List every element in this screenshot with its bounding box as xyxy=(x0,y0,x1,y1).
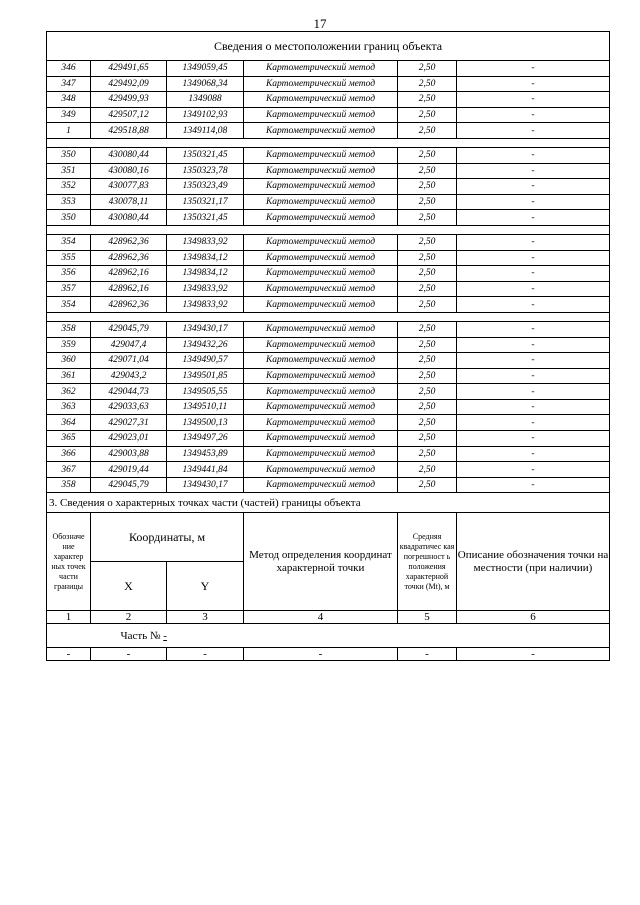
table-row xyxy=(47,297,610,313)
description-cell: - xyxy=(457,147,610,163)
method-cell: Картометрический метод xyxy=(244,210,398,226)
point-id-cell: 364 xyxy=(47,415,91,431)
method-cell: Картометрический метод xyxy=(244,462,398,478)
empty-cell: - xyxy=(91,648,167,661)
coord-x-cell: 428962,36 xyxy=(91,250,167,266)
description-cell: - xyxy=(457,368,610,384)
point-id-cell: 358 xyxy=(47,477,91,493)
coord-y-cell: 1349490,57 xyxy=(167,353,244,369)
description-cell: - xyxy=(457,384,610,400)
table-row xyxy=(47,123,610,139)
error-cell: 2,50 xyxy=(398,353,457,369)
method-cell: Картометрический метод xyxy=(244,92,398,108)
description-cell: - xyxy=(457,321,610,337)
description-cell: - xyxy=(457,281,610,297)
coord-x-cell: 429518,88 xyxy=(91,123,167,139)
point-id-cell: 366 xyxy=(47,446,91,462)
error-cell: 2,50 xyxy=(398,337,457,353)
separator-cell xyxy=(47,225,610,234)
table-row xyxy=(47,384,610,400)
error-cell: 2,50 xyxy=(398,250,457,266)
coord-y-cell: 1349497,26 xyxy=(167,431,244,447)
coordinates-sheet xyxy=(46,31,609,661)
table-row xyxy=(47,431,610,447)
coord-y-cell: 1349430,17 xyxy=(167,321,244,337)
table-row xyxy=(47,353,610,369)
method-cell: Картометрический метод xyxy=(244,384,398,400)
coord-x-cell: 429047,4 xyxy=(91,337,167,353)
part-row xyxy=(91,624,610,648)
coord-y-cell: 1349834,12 xyxy=(167,250,244,266)
error-cell: 2,50 xyxy=(398,194,457,210)
coord-y-cell: 1349088 xyxy=(167,92,244,108)
table-row xyxy=(47,147,610,163)
error-cell: 2,50 xyxy=(398,446,457,462)
description-cell: - xyxy=(457,123,610,139)
point-id-cell: 363 xyxy=(47,399,91,415)
description-cell: - xyxy=(457,431,610,447)
coord-y-cell: 1350321,45 xyxy=(167,210,244,226)
error-cell: 2,50 xyxy=(398,76,457,92)
coord-y-cell: 1349833,92 xyxy=(167,281,244,297)
coord-x-cell: 429045,79 xyxy=(91,321,167,337)
point-id-cell: 347 xyxy=(47,76,91,92)
error-cell: 2,50 xyxy=(398,431,457,447)
section-title: Сведения о местоположении границ объекта xyxy=(47,32,610,61)
method-cell: Картометрический метод xyxy=(244,123,398,139)
table-row xyxy=(47,446,610,462)
coord-x-cell: 429507,12 xyxy=(91,107,167,123)
table-row xyxy=(47,76,610,92)
point-id-cell: 348 xyxy=(47,92,91,108)
empty-cell: - xyxy=(244,648,398,661)
error-cell: 2,50 xyxy=(398,61,457,77)
col-number: 3 xyxy=(167,611,244,624)
col-number: 5 xyxy=(398,611,457,624)
table-row xyxy=(47,337,610,353)
description-cell: - xyxy=(457,76,610,92)
table-row xyxy=(47,61,610,77)
point-id-cell: 354 xyxy=(47,297,91,313)
error-cell: 2,50 xyxy=(398,210,457,226)
point-id-cell: 346 xyxy=(47,61,91,77)
error-cell: 2,50 xyxy=(398,92,457,108)
col-point-header: Обозначе ние характер ных точек части границы xyxy=(47,513,91,611)
method-cell: Картометрический метод xyxy=(244,266,398,282)
method-cell: Картометрический метод xyxy=(244,194,398,210)
table-row xyxy=(47,250,610,266)
coord-x-cell: 430080,16 xyxy=(91,163,167,179)
table-row xyxy=(47,368,610,384)
method-cell: Картометрический метод xyxy=(244,179,398,195)
empty-cell: - xyxy=(398,648,457,661)
method-cell: Картометрический метод xyxy=(244,281,398,297)
description-cell: - xyxy=(457,477,610,493)
coord-x-cell: 429033,63 xyxy=(91,399,167,415)
point-id-cell: 353 xyxy=(47,194,91,210)
table-row xyxy=(47,210,610,226)
coord-y-cell: 1349505,55 xyxy=(167,384,244,400)
coord-x-cell: 429045,79 xyxy=(91,477,167,493)
method-cell: Картометрический метод xyxy=(244,147,398,163)
part-label: Часть № xyxy=(120,629,161,642)
error-cell: 2,50 xyxy=(398,368,457,384)
col-number: 2 xyxy=(91,611,167,624)
point-id-cell: 350 xyxy=(47,210,91,226)
point-id-cell: 362 xyxy=(47,384,91,400)
coord-x-cell: 429027,31 xyxy=(91,415,167,431)
section3-title: 3. Сведения о характерных точках части (частей) границы объекта xyxy=(47,493,610,513)
table-row xyxy=(47,281,610,297)
table-row xyxy=(47,399,610,415)
coord-y-cell: 1349114,08 xyxy=(167,123,244,139)
table-row xyxy=(47,462,610,478)
error-cell: 2,50 xyxy=(398,179,457,195)
separator-cell xyxy=(47,138,610,147)
coord-y-cell: 1349432,26 xyxy=(167,337,244,353)
description-cell: - xyxy=(457,266,610,282)
coord-x-cell: 429499,93 xyxy=(91,92,167,108)
coord-y-cell: 1349068,34 xyxy=(167,76,244,92)
description-cell: - xyxy=(457,179,610,195)
coord-x-cell: 428962,16 xyxy=(91,266,167,282)
method-cell: Картометрический метод xyxy=(244,477,398,493)
point-id-cell: 354 xyxy=(47,234,91,250)
coord-x-cell: 429044,73 xyxy=(91,384,167,400)
coord-x-cell: 429492,09 xyxy=(91,76,167,92)
error-cell: 2,50 xyxy=(398,462,457,478)
error-header: Средняя квадратичес кая погрешност ь положения характерной точки (Mt), м xyxy=(398,513,457,611)
method-cell: Картометрический метод xyxy=(244,107,398,123)
table-row xyxy=(47,234,610,250)
coord-y-cell: 1350323,49 xyxy=(167,179,244,195)
point-id-cell: 352 xyxy=(47,179,91,195)
method-cell: Картометрический метод xyxy=(244,415,398,431)
description-cell: - xyxy=(457,234,610,250)
coord-y-cell: 1349059,45 xyxy=(167,61,244,77)
coord-x-cell: 429003,88 xyxy=(91,446,167,462)
empty-cell: - xyxy=(47,648,91,661)
coord-x-cell: 430078,11 xyxy=(91,194,167,210)
method-cell: Картометрический метод xyxy=(244,250,398,266)
method-cell: Картометрический метод xyxy=(244,163,398,179)
point-id-cell: 365 xyxy=(47,431,91,447)
coord-y-cell: 1350323,78 xyxy=(167,163,244,179)
coord-y-cell: 1350321,45 xyxy=(167,147,244,163)
error-cell: 2,50 xyxy=(398,281,457,297)
error-cell: 2,50 xyxy=(398,477,457,493)
coord-y-cell: 1349102,93 xyxy=(167,107,244,123)
group-separator xyxy=(47,225,610,234)
point-id-cell: 357 xyxy=(47,281,91,297)
point-id-cell: 1 xyxy=(47,123,91,139)
group-separator xyxy=(47,312,610,321)
coord-y-cell: 1349833,92 xyxy=(167,297,244,313)
description-cell: - xyxy=(457,446,610,462)
error-cell: 2,50 xyxy=(398,123,457,139)
coord-y-cell: 1349510,11 xyxy=(167,399,244,415)
table-row xyxy=(47,107,610,123)
point-id-cell: 360 xyxy=(47,353,91,369)
empty-cell: - xyxy=(457,648,610,661)
boundary-table xyxy=(46,31,610,661)
description-cell: - xyxy=(457,353,610,369)
empty-cell: - xyxy=(167,648,244,661)
col-number: 4 xyxy=(244,611,398,624)
method-cell: Картометрический метод xyxy=(244,234,398,250)
table-row xyxy=(47,321,610,337)
coord-x-cell: 428962,36 xyxy=(91,297,167,313)
point-id-cell: 349 xyxy=(47,107,91,123)
table-row xyxy=(47,179,610,195)
col-number: 1 xyxy=(47,611,91,624)
point-id-cell: 361 xyxy=(47,368,91,384)
coord-y-cell: 1349833,92 xyxy=(167,234,244,250)
error-cell: 2,50 xyxy=(398,321,457,337)
table-row xyxy=(47,163,610,179)
method-header: Метод определения координат характерной точки xyxy=(244,513,398,611)
table-row xyxy=(47,266,610,282)
table-row xyxy=(47,92,610,108)
error-cell: 2,50 xyxy=(398,163,457,179)
method-cell: Картометрический метод xyxy=(244,321,398,337)
coord-x-cell: 428962,36 xyxy=(91,234,167,250)
page-number: 17 xyxy=(313,16,327,31)
error-cell: 2,50 xyxy=(398,297,457,313)
method-cell: Картометрический метод xyxy=(244,61,398,77)
method-cell: Картометрический метод xyxy=(244,399,398,415)
point-id-cell: 351 xyxy=(47,163,91,179)
coord-y-cell: 1349500,13 xyxy=(167,415,244,431)
part-spacer xyxy=(47,624,91,648)
coord-x-cell: 430080,44 xyxy=(91,210,167,226)
coord-x-cell: 428962,16 xyxy=(91,281,167,297)
coord-y-cell: 1349430,17 xyxy=(167,477,244,493)
method-cell: Картометрический метод xyxy=(244,297,398,313)
method-cell: Картометрический метод xyxy=(244,353,398,369)
description-cell: - xyxy=(457,462,610,478)
point-id-cell: 359 xyxy=(47,337,91,353)
error-cell: 2,50 xyxy=(398,384,457,400)
description-cell: - xyxy=(457,337,610,353)
point-id-cell: 367 xyxy=(47,462,91,478)
point-id-cell: 350 xyxy=(47,147,91,163)
coord-y-cell: 1349441,84 xyxy=(167,462,244,478)
coord-x-cell: 429043,2 xyxy=(91,368,167,384)
error-cell: 2,50 xyxy=(398,399,457,415)
error-cell: 2,50 xyxy=(398,147,457,163)
description-cell: - xyxy=(457,163,610,179)
coord-x-cell: 429491,65 xyxy=(91,61,167,77)
y-header: Y xyxy=(167,562,244,611)
table-row xyxy=(47,415,610,431)
coordinates-header: Координаты, м xyxy=(91,513,244,562)
point-id-cell: 358 xyxy=(47,321,91,337)
coord-x-cell: 429023,01 xyxy=(91,431,167,447)
description-cell: - xyxy=(457,107,610,123)
description-cell: - xyxy=(457,61,610,77)
description-header: Описание обозначения точки на местности (при наличии) xyxy=(457,513,610,611)
method-cell: Картометрический метод xyxy=(244,368,398,384)
coord-x-cell: 429019,44 xyxy=(91,462,167,478)
group-separator xyxy=(47,138,610,147)
coord-x-cell: 430077,83 xyxy=(91,179,167,195)
description-cell: - xyxy=(457,194,610,210)
coord-x-cell: 429071,04 xyxy=(91,353,167,369)
description-cell: - xyxy=(457,297,610,313)
description-cell: - xyxy=(457,415,610,431)
description-cell: - xyxy=(457,399,610,415)
part-value: - xyxy=(163,629,167,642)
x-header: X xyxy=(91,562,167,611)
table-row xyxy=(47,194,610,210)
table-row xyxy=(47,477,610,493)
error-cell: 2,50 xyxy=(398,415,457,431)
description-cell: - xyxy=(457,250,610,266)
coord-y-cell: 1349834,12 xyxy=(167,266,244,282)
error-cell: 2,50 xyxy=(398,107,457,123)
coord-y-cell: 1349453,89 xyxy=(167,446,244,462)
separator-cell xyxy=(47,312,610,321)
coord-y-cell: 1350321,17 xyxy=(167,194,244,210)
method-cell: Картометрический метод xyxy=(244,76,398,92)
coord-y-cell: 1349501,85 xyxy=(167,368,244,384)
method-cell: Картометрический метод xyxy=(244,446,398,462)
col-number: 6 xyxy=(457,611,610,624)
error-cell: 2,50 xyxy=(398,266,457,282)
method-cell: Картометрический метод xyxy=(244,431,398,447)
coord-x-cell: 430080,44 xyxy=(91,147,167,163)
description-cell: - xyxy=(457,92,610,108)
error-cell: 2,50 xyxy=(398,234,457,250)
description-cell: - xyxy=(457,210,610,226)
point-id-cell: 356 xyxy=(47,266,91,282)
method-cell: Картометрический метод xyxy=(244,337,398,353)
point-id-cell: 355 xyxy=(47,250,91,266)
